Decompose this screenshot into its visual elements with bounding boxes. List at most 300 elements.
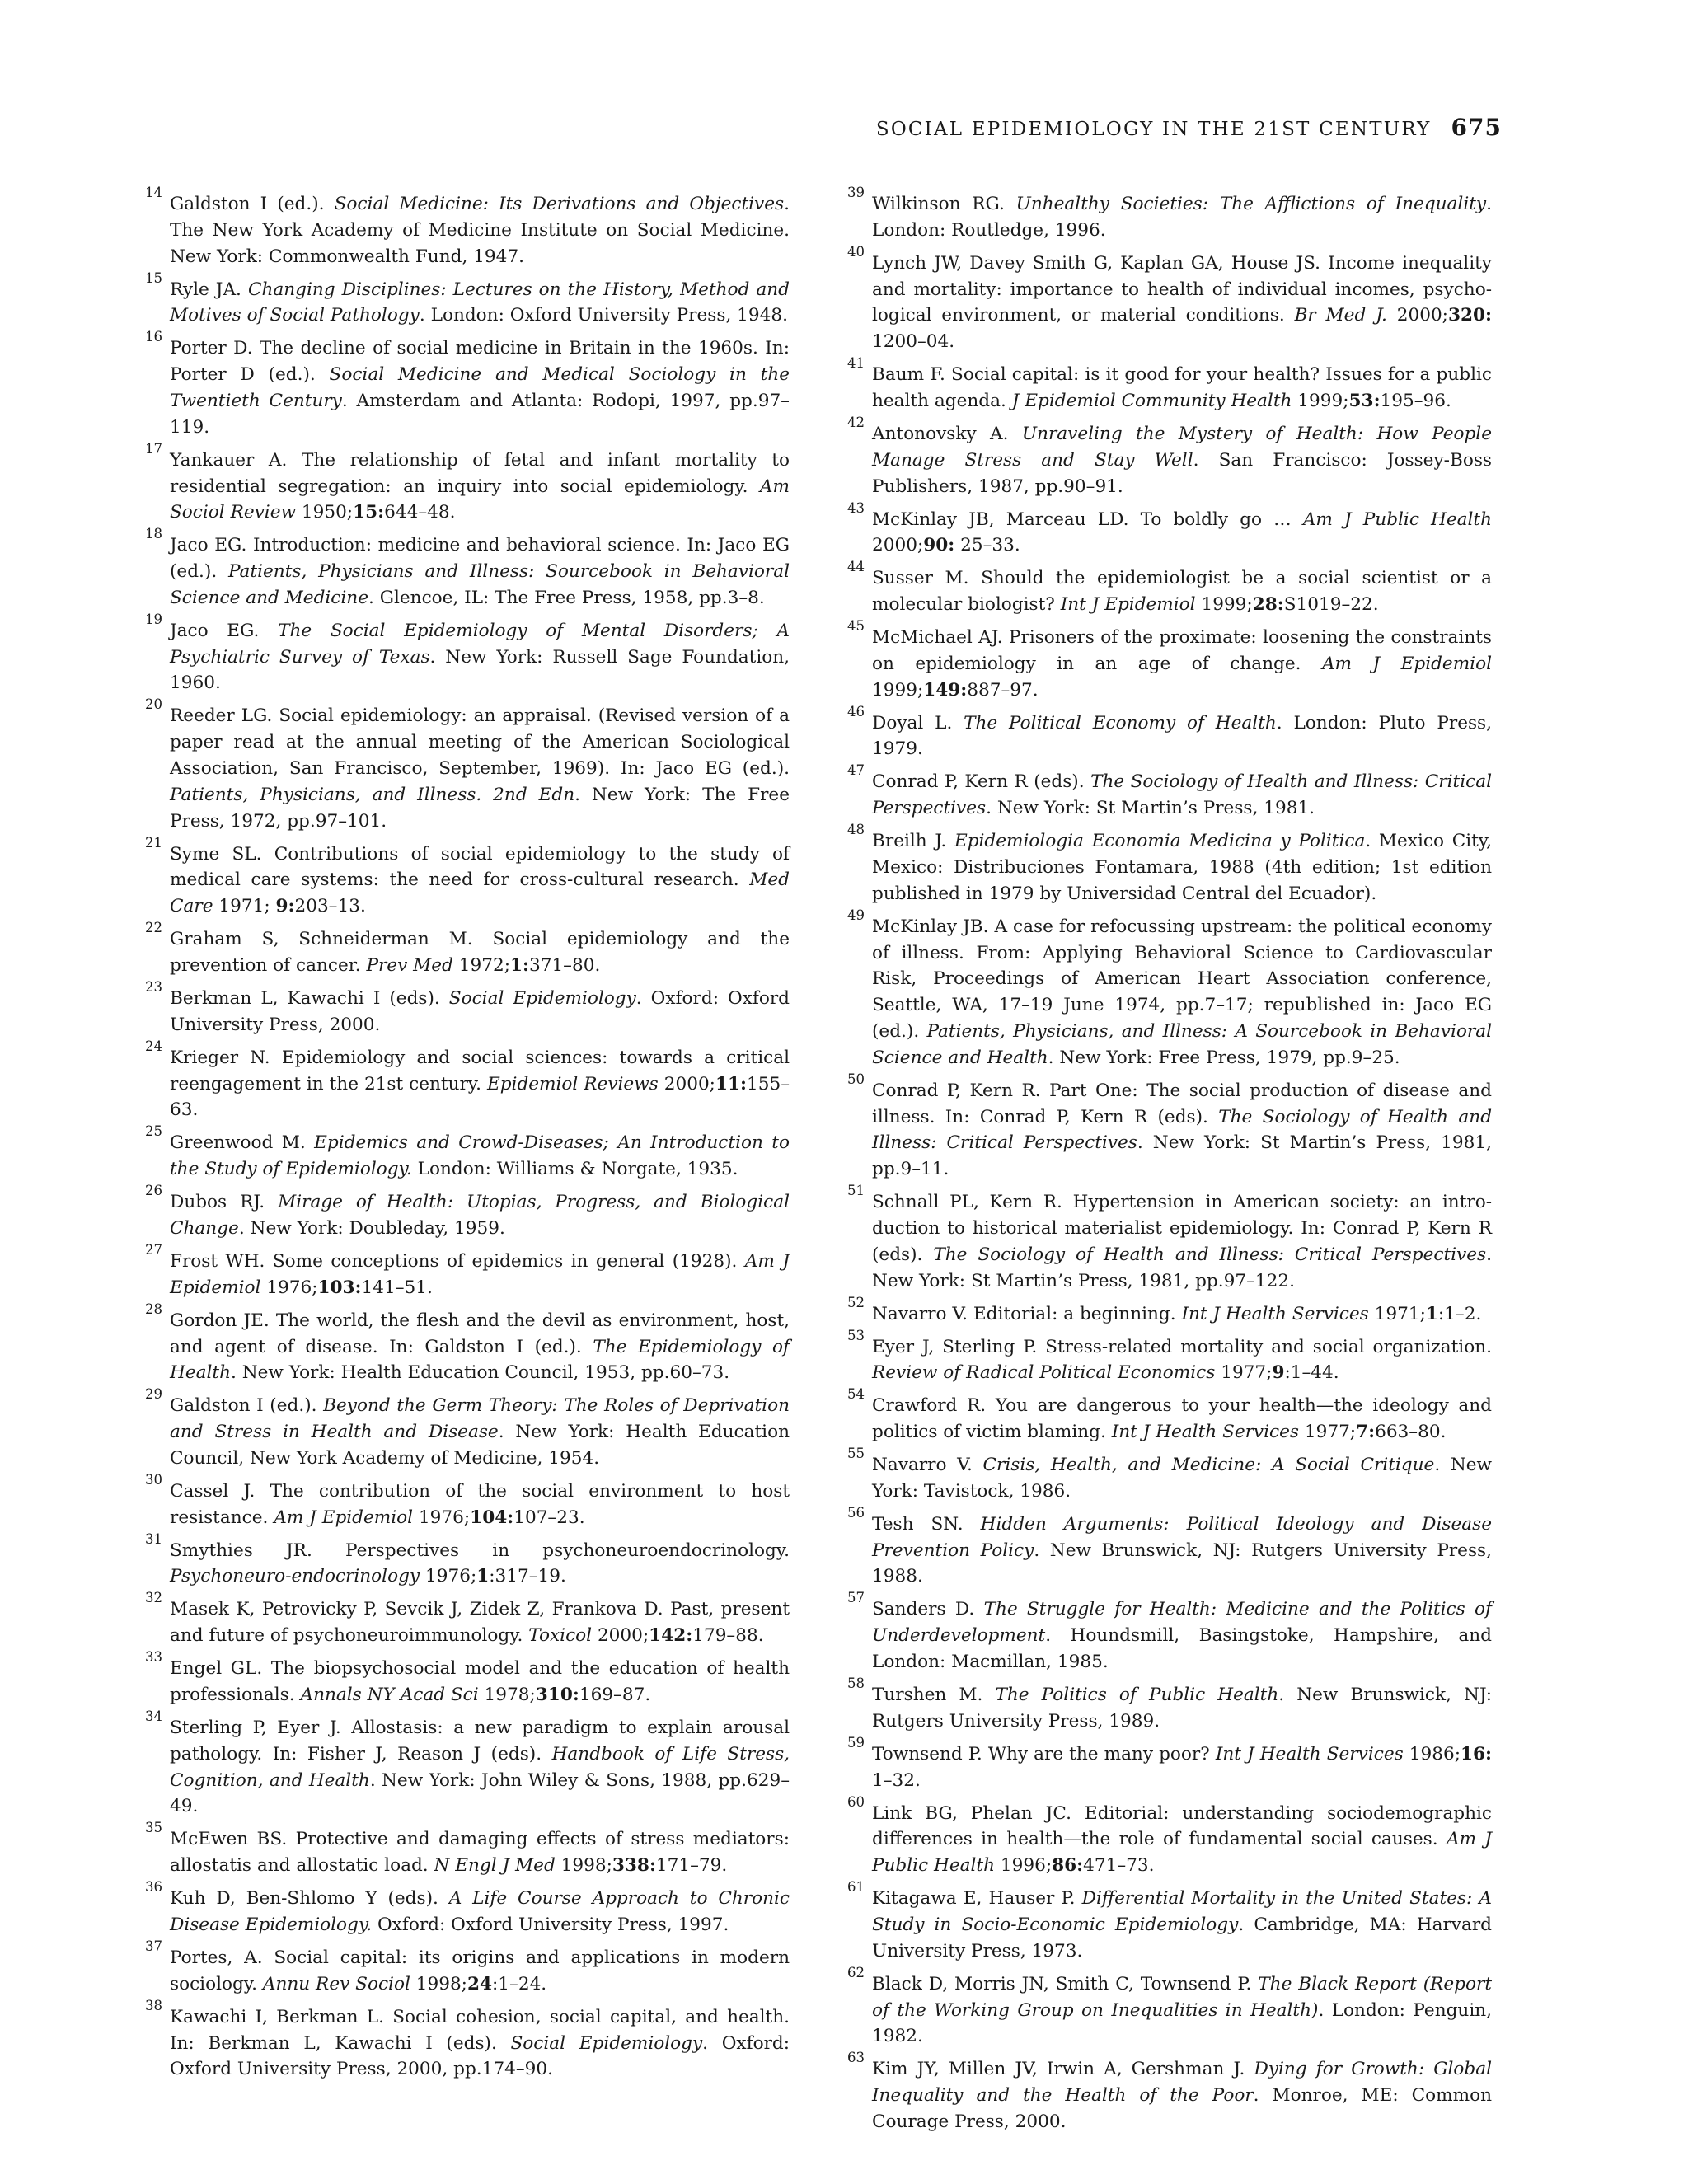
reference-volume-bold: 149: [923, 679, 968, 701]
reference-title-italic: Annals NY Acad Sci [300, 1685, 479, 1705]
reference-title-italic: Int J Epidemiol [1060, 594, 1196, 616]
reference-text-segment: . New York: St Martin’s Press, 1981, pp.9–11. [872, 1132, 1492, 1180]
reference-title-italic: The Politics of Public Health [995, 1685, 1279, 1705]
reference-number: 61 [847, 1879, 865, 1896]
reference-title-italic: Am Sociol Review [170, 476, 790, 523]
reference-text-segment: Masek K, Petrovicky P, Sevcik J, Zidek Z, Frankova D. Past, present and future of psychoneuroimmunology. [170, 1599, 790, 1647]
reference-text [170, 926, 790, 979]
reference-text-segment: Portes, A. Social capital: its origins and applications in modern sociology. [170, 1947, 790, 1994]
reference-text-segment: 887–97. [967, 679, 1039, 701]
reference-text [872, 1393, 1492, 1446]
reference-text-segment: :317–19. [489, 1566, 566, 1587]
reference-text-segment: 1996; [995, 1855, 1053, 1877]
reference-title-italic: Med Care [170, 869, 790, 917]
reference-entry [145, 1708, 790, 1820]
reference-number: 24 [145, 1038, 162, 1054]
reference-title-italic: Annu Rev Sociol [262, 1973, 410, 1994]
reference-text [170, 532, 790, 611]
reference-entry [145, 1820, 790, 1879]
reference-text-segment: McMichael AJ. Prisoners of the proximate: loosening the constraints on epidemiology in an age of change. [872, 627, 1492, 674]
running-header [876, 114, 1502, 141]
reference-text-segment: Breilh J. [872, 831, 954, 852]
reference-title-italic: Beyond the Germ Theory: The Roles of Deprivation and Stress in Health and Disease [170, 1395, 790, 1443]
reference-text [170, 1249, 790, 1301]
reference-entry [145, 1301, 790, 1386]
reference-number: 40 [847, 243, 865, 260]
reference-text-segment: Townsend P. Why are the many poor? [872, 1743, 1216, 1765]
reference-text [170, 448, 790, 526]
reference-text-segment: Antonovsky A. [872, 423, 1022, 444]
reference-text [170, 618, 790, 696]
reference-text-segment: Eyer J, Sterling P. Stress-related mortality and social organization. [872, 1336, 1492, 1357]
reference-number: 16 [145, 329, 162, 345]
references-column-left [145, 185, 790, 2089]
reference-number: 41 [847, 355, 865, 372]
reference-title-italic: The Political Economy of Health [964, 712, 1277, 733]
reference-number: 42 [847, 414, 865, 430]
reference-number: 17 [145, 440, 162, 457]
reference-entry [847, 355, 1492, 415]
reference-text-segment: . Glencoe, IL: The Free Press, 1958, pp.3–8. [368, 587, 765, 608]
reference-title-italic: J Epidemiol Community Health [1011, 390, 1292, 411]
reference-title-italic: Epidemiologia Economia Medicina y Politica [954, 831, 1366, 852]
reference-text-segment: :1–24. [492, 1973, 547, 1994]
reference-entry [145, 1590, 790, 1649]
reference-number: 23 [145, 979, 162, 995]
reference-number: 49 [847, 907, 865, 923]
reference-text [170, 1045, 790, 1123]
reference-title-italic: Changing Disciplines: Lectures on the History, Method and Motives of Social Pathology [170, 279, 790, 326]
reference-title-italic: Am J Epidemiol [1321, 653, 1492, 674]
reference-text-segment: . New Brunswick, NJ: Rutgers University Press, 1988. [872, 1540, 1492, 1587]
reference-text-segment: Smythies JR. Perspectives in psychoneuroendocrinology. [170, 1540, 790, 1561]
reference-text [170, 1596, 790, 1649]
reference-text-segment: :1–2. [1437, 1303, 1482, 1324]
reference-text-segment: 471–73. [1083, 1855, 1155, 1877]
reference-number: 19 [145, 611, 162, 627]
reference-number: 62 [847, 1964, 865, 1980]
reference-entry [847, 1183, 1492, 1294]
reference-entry [145, 1386, 790, 1471]
reference-text [872, 1452, 1492, 1505]
running-title: SOCIAL EPIDEMIOLOGY IN THE 21ST CENTURY [875, 119, 1432, 140]
reference-text [170, 2004, 790, 2083]
reference-text [170, 1656, 790, 1708]
reference-title-italic: Review of Radical Political Economics [872, 1362, 1216, 1384]
reference-number: 36 [145, 1879, 162, 1896]
reference-title-italic: Social Epidemiology [448, 988, 636, 1009]
reference-number: 25 [145, 1123, 162, 1140]
reference-entry [847, 414, 1492, 499]
reference-title-italic: Psychoneuro-endocrinology [170, 1566, 420, 1587]
reference-text-segment: 2000; [872, 535, 924, 556]
reference-number: 39 [847, 185, 865, 200]
reference-text-segment: . Monroe, ME: Common Courage Press, 2000. [872, 2085, 1492, 2132]
reference-text [872, 1596, 1492, 1675]
reference-volume-bold: 1: [509, 955, 529, 977]
reference-text [170, 1945, 790, 1998]
reference-number: 53 [847, 1327, 865, 1343]
reference-entry [847, 907, 1493, 1071]
reference-volume-bold: 9: [275, 896, 295, 917]
reference-entry [145, 185, 790, 269]
reference-text-segment: Kuh D, Ben-Shlomo Y (eds). [170, 1888, 449, 1910]
reference-text [872, 1301, 1492, 1328]
reference-text-segment: Engel GL. The biopsychosocial model and the education of health professionals. [170, 1658, 790, 1705]
reference-text [872, 507, 1492, 560]
reference-entry [145, 1241, 790, 1301]
reference-title-italic: The Sociology of Health and Illness: Critical Perspectives [933, 1244, 1487, 1265]
reference-number: 51 [847, 1183, 865, 1199]
reference-entry [847, 1879, 1492, 1964]
reference-title-italic: The Sociology of Health and Illness: Critical Perspectives [872, 1106, 1493, 1154]
reference-number: 38 [145, 1997, 162, 2013]
reference-entry [145, 1183, 790, 1242]
reference-text-segment: Porter D. The decline of social medicine in Britain in the 1960s. In: Porter D (ed.). [170, 338, 790, 386]
reference-text-segment: Jaco EG. Introduction: medicine and behavioral science. In: Jaco EG (ed.). [170, 535, 790, 583]
reference-entry [145, 920, 790, 979]
reference-volume-bold: 1 [1425, 1303, 1438, 1324]
reference-text-segment: 169–87. [579, 1685, 651, 1705]
reference-volume-bold: 11: [715, 1073, 747, 1094]
reference-text-segment: 1977; [1215, 1362, 1273, 1384]
reference-entry [847, 1071, 1493, 1183]
reference-text-segment: Krieger N. Epidemiology and social sciences: towards a critical reengagement in the 21st century. [170, 1047, 790, 1094]
reference-number: 31 [145, 1530, 162, 1547]
reference-title-italic: Hidden Arguments: Political Ideology and Disease Prevention Policy [872, 1513, 1492, 1561]
reference-entry [847, 1294, 1492, 1328]
reference-entry [847, 1964, 1493, 2050]
reference-text [872, 362, 1492, 415]
reference-text-segment: Kim JY, Millen JV, Irwin A, Gershman J. [872, 2059, 1254, 2080]
reference-text [872, 1971, 1492, 2050]
reference-text-segment: 1976; [420, 1566, 477, 1587]
reference-number: 34 [145, 1708, 162, 1724]
reference-number: 63 [847, 2050, 865, 2066]
reference-volume-bold: 104: [470, 1507, 514, 1528]
reference-text-segment: 1999; [1195, 594, 1253, 616]
reference-title-italic: Epidemiol Reviews [486, 1073, 659, 1094]
reference-volume-bold: 16: [1460, 1743, 1493, 1765]
reference-text [872, 421, 1492, 499]
reference-text-segment: 1976; [413, 1507, 471, 1528]
reference-text [872, 1741, 1492, 1794]
reference-title-italic: N Engl J Med [434, 1855, 556, 1877]
reference-number: 60 [847, 1793, 865, 1810]
reference-title-italic: Handbook of Life Stress, Cognition, and Health [170, 1743, 790, 1791]
reference-text-segment: 107–23. [513, 1507, 585, 1528]
reference-text-segment: 1972; [452, 955, 510, 977]
reference-text-segment: . San Francisco: Jossey-Boss Publishers, 1987, pp.90–91. [872, 449, 1492, 497]
reference-entry [847, 762, 1492, 822]
reference-text-segment: Wilkinson RG. [872, 194, 1016, 214]
reference-text-segment: Lynch JW, Davey Smith G, Kaplan GA, House JS. Income inequality and mortality: importance to health of individual incomes, psycho-logical environment, or material conditions. [872, 252, 1492, 326]
reference-text-segment: 179–88. [692, 1625, 764, 1647]
reference-text-segment: Baum F. Social capital: is it good for your health? Issues for a public health agenda. [872, 364, 1492, 411]
reference-text-segment: Frost WH. Some conceptions of epidemics in general (1928). [170, 1250, 745, 1272]
reference-entry [847, 559, 1492, 618]
reference-number: 14 [145, 185, 162, 200]
reference-volume-bold: 28: [1252, 594, 1284, 616]
reference-text [872, 710, 1492, 763]
reference-number: 46 [847, 703, 865, 719]
reference-volume-bold: 24 [467, 1973, 493, 1994]
reference-number: 57 [847, 1590, 865, 1606]
reference-title-italic: Differential Mortality in the United States: A Study in Socio-Economic Epidemiology [872, 1888, 1492, 1935]
reference-text [170, 1189, 790, 1242]
reference-text-segment: Greenwood M. [170, 1132, 315, 1154]
reference-text [872, 1334, 1492, 1387]
reference-number: 26 [145, 1183, 162, 1199]
reference-entry [145, 1123, 790, 1183]
reference-text [170, 1715, 790, 1820]
reference-text-segment: . Oxford: Oxford University Press, 2000, pp.174–90. [170, 2032, 790, 2080]
reference-text-segment: Yankauer A. The relationship of fetal and infant mortality to residential segregation: an inquiry into social epidemiology. [170, 449, 790, 497]
reference-number: 27 [145, 1241, 162, 1258]
reference-text-segment: Kitagawa E, Hauser P. [872, 1888, 1082, 1910]
reference-text-segment: 1999; [1292, 390, 1349, 411]
reference-entry [847, 243, 1492, 355]
reference-title-italic: Am J Epidemiol [170, 1250, 790, 1298]
reference-text-segment: 195–96. [1380, 390, 1451, 411]
reference-text-segment: Sterling P, Eyer J. Allostasis: a new paradigm to explain arousal pathology. In: Fisher J, Reason J (eds). [170, 1717, 790, 1765]
reference-text-segment: London: Williams & Norgate, 1935. [411, 1159, 738, 1180]
reference-text-segment: Galdston I (ed.). [170, 1395, 324, 1417]
reference-entry [145, 526, 790, 611]
reference-title-italic: The Sociology of Health and Illness: Critical Perspectives [872, 771, 1492, 819]
reference-text [872, 1511, 1492, 1590]
reference-text-segment: Navarro V. [872, 1455, 983, 1476]
reference-number: 32 [145, 1590, 162, 1606]
reference-text [170, 1479, 790, 1531]
reference-text-segment: Galdston I (ed.). [170, 194, 335, 214]
reference-title-italic: The Epidemiology of Health [170, 1336, 790, 1384]
reference-text-segment: 1–32. [872, 1769, 921, 1791]
reference-text [170, 1308, 790, 1386]
reference-text-segment: 1977; [1298, 1422, 1357, 1443]
reference-text-segment: 2000; [592, 1625, 649, 1647]
reference-text-segment: 1950; [295, 502, 354, 523]
reference-text-segment: Sanders D. [872, 1599, 984, 1620]
reference-number: 18 [145, 526, 162, 542]
reference-title-italic: Unraveling the Mystery of Health: How People Manage Stress and Stay Well [872, 423, 1492, 471]
reference-text-segment: Oxford: Oxford University Press, 1997. [372, 1914, 729, 1935]
reference-title-italic: Epidemics and Crowd-Diseases; An Introduction to the Study of Epidemiology. [170, 1132, 790, 1180]
reference-volume-bold: 90: [923, 535, 955, 556]
reference-number: 21 [145, 834, 162, 851]
reference-entry [847, 1504, 1492, 1590]
reference-text-segment: . Oxford: Oxford University Press, 2000. [170, 988, 790, 1035]
reference-text [170, 1538, 790, 1591]
reference-entry [847, 1793, 1493, 1879]
reference-entry [145, 1938, 790, 1998]
reference-entry [145, 1649, 790, 1708]
reference-number: 48 [847, 822, 865, 838]
reference-text-segment: . New Brunswick, NJ: Rutgers University Press, 1989. [872, 1685, 1492, 1732]
reference-text-segment: 1971; [1368, 1303, 1426, 1324]
reference-text-segment: 1998; [555, 1855, 612, 1877]
reference-title-italic: Am J Public Health [1302, 509, 1492, 530]
reference-text [872, 1189, 1492, 1294]
reference-entry [847, 499, 1492, 560]
reference-text-segment: Conrad P, Kern R (eds). [872, 771, 1091, 793]
reference-title-italic: Dying for Growth: Global Inequality and the Health of the Poor [872, 2059, 1493, 2107]
reference-text [872, 251, 1492, 355]
reference-volume-bold: 338: [612, 1855, 656, 1877]
reference-text-segment: :1–44. [1284, 1362, 1339, 1384]
reference-entry [847, 1734, 1493, 1794]
reference-text-segment: . Amsterdam and Atlanta: Rodopi, 1997, pp.97–119. [170, 390, 790, 438]
reference-text-segment: 203–13. [294, 896, 366, 917]
reference-text-segment: 1999; [872, 679, 924, 701]
reference-volume-bold: 142: [649, 1625, 693, 1647]
reference-text-segment: 2000; [658, 1073, 715, 1094]
reference-text-segment: McKinlay JB. A case for refocussing upstream: the political economy of illness. From: Applying Behavioral Science to Cardiovascular Risk, Proceedings of American Heart Association conference, Seattle, WA, 17–19 June 1974, pp.7–17; republished in: Jaco EG (ed.). [872, 916, 1492, 1042]
reference-text [872, 1078, 1492, 1183]
reference-text-segment: 2000; [1386, 305, 1448, 326]
reference-volume-bold: 15: [353, 502, 385, 523]
reference-title-italic: Patients, Physicians and Illness: Sourcebook in Behavioral Science and Medicine [170, 561, 790, 608]
reference-entry [847, 1675, 1492, 1735]
reference-volume-bold: 7: [1356, 1422, 1376, 1443]
reference-text [170, 1393, 790, 1471]
reference-number: 20 [145, 696, 162, 713]
reference-number: 28 [145, 1301, 162, 1317]
reference-title-italic: Crisis, Health, and Medicine: A Social Critique [982, 1455, 1435, 1476]
reference-text-segment: Conrad P, Kern R. Part One: The social production of disease and illness. In: Conrad P, Kern R (eds). [872, 1080, 1492, 1127]
reference-title-italic: The Social Epidemiology of Mental Disorders; A Psychiatric Survey of Texas [170, 620, 790, 668]
reference-entry [145, 1879, 790, 1938]
reference-text-segment: Reeder LG. Social epidemiology: an appraisal. (Revised version of a paper read at the annual meeting of the American Sociological Association, San Francisco, September, 1969). In: Jaco EG (ed.). [170, 705, 790, 780]
reference-text-segment: Gordon JE. The world, the flesh and the devil as environment, host, and agent of disease. In: Galdston I (ed.). [170, 1310, 790, 1357]
reference-number: 29 [145, 1386, 162, 1403]
reference-entry [847, 618, 1492, 703]
reference-title-italic: Unhealthy Societies: The Afflictions of Inequality [1015, 194, 1487, 214]
reference-title-italic: Am J Epidemiol [274, 1507, 414, 1528]
reference-text-segment: . New York: John Wiley & Sons, 1988, pp.629–49. [170, 1769, 790, 1817]
reference-text-segment: Turshen M. [872, 1685, 996, 1705]
reference-text-segment: Crawford R. You are dangerous to your health—the ideology and politics of victim blaming. [872, 1395, 1492, 1443]
reference-text-segment: Ryle JA. [170, 279, 248, 300]
reference-text-segment: . Cambridge, MA: Harvard University Press, 1973. [872, 1914, 1492, 1961]
reference-volume-bold: 9 [1272, 1362, 1285, 1384]
reference-text-segment: . Houndsmill, Basingstoke, Hampshire, and London: Macmillan, 1985. [872, 1625, 1492, 1673]
reference-number: 47 [847, 762, 865, 779]
reference-number: 59 [847, 1734, 865, 1750]
reference-text-segment: . New York: Health Education Council, New York Academy of Medicine, 1954. [170, 1422, 790, 1469]
reference-text-segment: 371–80. [528, 955, 601, 977]
reference-title-italic: Patients, Physicians, and Illness: A Sourcebook in Behavioral Science and Health [872, 1020, 1493, 1068]
reference-text-segment: Kawachi I, Berkman L. Social cohesion, social capital, and health. In: Berkman L, Kawachi I (eds). [170, 2006, 790, 2054]
reference-text [872, 828, 1492, 907]
reference-entry [145, 440, 790, 526]
reference-text-segment: 1200–04. [872, 331, 955, 353]
reference-number: 35 [145, 1820, 162, 1836]
reference-text [872, 625, 1492, 703]
reference-entry [847, 1446, 1493, 1505]
reference-text-segment: 141–51. [361, 1277, 433, 1298]
reference-entry [847, 703, 1492, 763]
reference-number: 54 [847, 1386, 865, 1403]
reference-text-segment: Susser M. Should the epidemiologist be a social scientist or a molecular biologist? [872, 568, 1492, 616]
reference-text-segment: Navarro V. Editorial: a beginning. [872, 1303, 1182, 1324]
reference-title-italic: Prev Med [366, 955, 453, 977]
reference-text-segment: 663–80. [1375, 1422, 1447, 1443]
reference-text [872, 1886, 1492, 1964]
reference-title-italic: A Life Course Approach to Chronic Disease Epidemiology. [170, 1888, 790, 1935]
reference-text-segment: 171–79. [655, 1855, 728, 1877]
reference-volume-bold: 103: [317, 1277, 362, 1298]
reference-number: 22 [145, 920, 162, 936]
reference-text-segment: . London: Pluto Press, 1979. [872, 712, 1492, 760]
references-column-right [847, 185, 1493, 2142]
reference-entry [847, 822, 1492, 907]
reference-title-italic: The Black Report (Report of the Working Group on Inequalities in Health) [872, 1973, 1493, 2021]
reference-number: 43 [847, 499, 865, 516]
reference-entry [847, 1386, 1492, 1446]
reference-entry [847, 1327, 1492, 1387]
reference-text-segment: Dubos RJ. [170, 1192, 279, 1213]
reference-text-segment: McEwen BS. Protective and damaging effects of stress mediators: allostatis and allostatic load. [170, 1829, 790, 1877]
reference-number: 45 [847, 618, 865, 635]
reference-text-segment: Tesh SN. [872, 1513, 981, 1535]
reference-title-italic: Int J Health Services [1181, 1303, 1369, 1324]
reference-number: 50 [847, 1071, 865, 1087]
reference-text [872, 2056, 1492, 2135]
reference-title-italic: Br Med J. [1294, 305, 1387, 326]
reference-text-segment: . New York: Free Press, 1979, pp.9–25. [1048, 1047, 1400, 1068]
reference-text-segment: Graham S, Schneiderman M. Social epidemiology and the prevention of cancer. [170, 929, 790, 977]
reference-title-italic: Social Medicine: Its Derivations and Objectives [334, 194, 785, 214]
reference-text-segment: Link BG, Phelan JC. Editorial: understanding sociodemographic differences in health—the role of fundamental social causes. [872, 1802, 1492, 1850]
reference-text [170, 335, 790, 440]
reference-text [170, 277, 790, 330]
reference-text-segment: 1971; [213, 896, 276, 917]
reference-volume-bold: 310: [535, 1685, 579, 1705]
reference-text [170, 191, 790, 269]
reference-text [872, 1801, 1492, 1879]
reference-text [872, 769, 1492, 822]
reference-title-italic: Social Epidemiology [510, 2032, 703, 2054]
reference-text-segment: 1976; [260, 1277, 318, 1298]
reference-text-segment: 155–63. [170, 1073, 790, 1121]
reference-text [872, 1682, 1492, 1735]
reference-text-segment: . London: Oxford University Press, 1948. [419, 305, 788, 326]
reference-text-segment: Doyal L. [872, 712, 964, 733]
reference-entry [847, 1590, 1493, 1675]
reference-text-segment: 1978; [478, 1685, 536, 1705]
page-number: 675 [1451, 114, 1502, 141]
reference-title-italic: Int J Health Services [1111, 1422, 1299, 1443]
reference-text-segment: 644–48. [384, 502, 456, 523]
reference-entry [145, 1038, 790, 1123]
reference-text [170, 1826, 790, 1879]
reference-text [170, 1130, 790, 1183]
reference-title-italic: Social Medicine and Medical Sociology in the Twentieth Century [170, 364, 790, 411]
reference-text [872, 914, 1492, 1071]
reference-volume-bold: 53: [1348, 390, 1381, 411]
reference-text [872, 565, 1492, 618]
reference-number: 30 [145, 1471, 162, 1488]
reference-volume-bold: 320: [1447, 305, 1492, 326]
reference-entry [145, 1471, 790, 1531]
reference-number: 44 [847, 559, 865, 575]
reference-number: 55 [847, 1446, 865, 1462]
reference-text-segment: Cassel J. The contribution of the social environment to host resistance. [170, 1480, 790, 1528]
reference-entry [145, 1530, 790, 1591]
reference-text-segment: . London: Routledge, 1996. [872, 194, 1492, 241]
reference-number: 15 [145, 269, 162, 286]
